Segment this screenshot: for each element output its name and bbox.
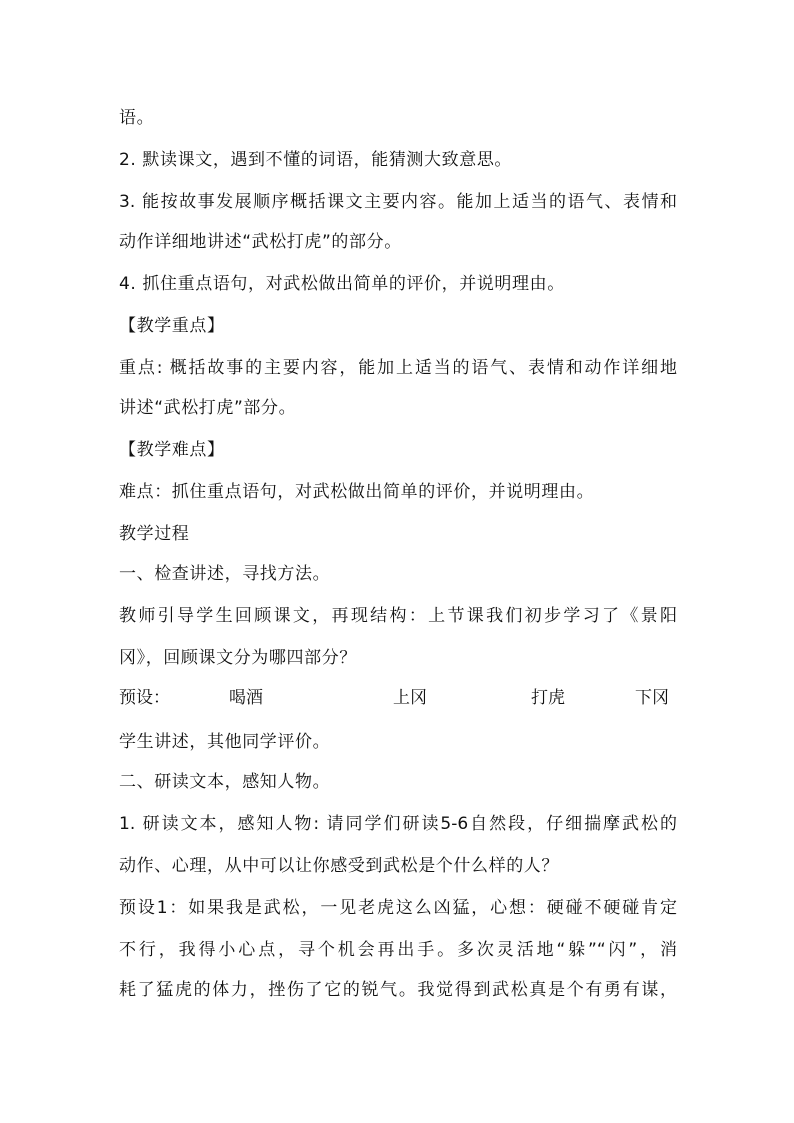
preset-item-fighting-tiger: 打虎 bbox=[531, 688, 565, 708]
heading-difficult-points: 【教学难点】 bbox=[119, 440, 225, 460]
section-2-task-line-2: 动作、心理，从中可以让你感受到武松是个什么样的人？ bbox=[119, 856, 559, 876]
objective-4: 4. 抓住重点语句，对武松做出简单的评价，并说明理由。 bbox=[119, 274, 565, 294]
section-1-para-line-1: 教师引导学生回顾课文，再现结构：上节课我们初步学习了《景阳 bbox=[119, 606, 677, 626]
preset-item-going-up: 上冈 bbox=[393, 688, 427, 708]
heading-teaching-process: 教学过程 bbox=[119, 524, 190, 544]
objective-3-line-1: 3. 能按故事发展顺序概括课文主要内容。能加上适当的语气、表情和 bbox=[119, 192, 677, 212]
preset-label: 预设： bbox=[119, 688, 170, 708]
heading-key-points: 【教学重点】 bbox=[119, 316, 225, 336]
objective-3-line-2: 动作详细地讲述“武松打虎”的部分。 bbox=[119, 232, 402, 252]
preset-item-going-down: 下冈 bbox=[635, 688, 669, 708]
preset-1-line-2: 不行，我得小心点，寻个机会再出手。多次灵活地“躲”“闪”，消 bbox=[119, 940, 677, 960]
difficult-points: 难点：抓住重点语句，对武松做出简单的评价，并说明理由。 bbox=[119, 482, 595, 502]
preset-structure-row bbox=[119, 686, 679, 710]
preset-1-line-1: 预设1：如果我是武松，一见老虎这么凶猛，心想：硬碰不硬碰肯定 bbox=[119, 898, 677, 918]
section-1-heading: 一、检查讲述，寻找方法。 bbox=[119, 564, 331, 584]
key-points-line-1: 重点: 概括故事的主要内容，能加上适当的语气、表情和动作详细地 bbox=[119, 358, 677, 378]
preset-1-line-3: 耗了猛虎的体力，挫伤了它的锐气。我觉得到武松真是个有勇有谋， bbox=[119, 980, 677, 1000]
preset-item-drinking: 喝酒 bbox=[229, 688, 263, 708]
section-2-task-line-1: 1. 研读文本，感知人物: 请同学们研读5-6自然段，仔细揣摩武松的 bbox=[119, 814, 677, 834]
section-1-para-line-2: 冈》，回顾课文分为哪四部分？ bbox=[119, 648, 357, 668]
student-retell: 学生讲述，其他同学评价。 bbox=[119, 732, 331, 752]
section-2-heading: 二、研读文本，感知人物。 bbox=[119, 772, 331, 792]
objective-2: 2. 默读课文，遇到不懂的词语，能猜测大致意思。 bbox=[119, 150, 513, 170]
key-points-line-2: 讲述“武松打虎”部分。 bbox=[119, 398, 297, 418]
text-line: 语。 bbox=[119, 108, 155, 128]
